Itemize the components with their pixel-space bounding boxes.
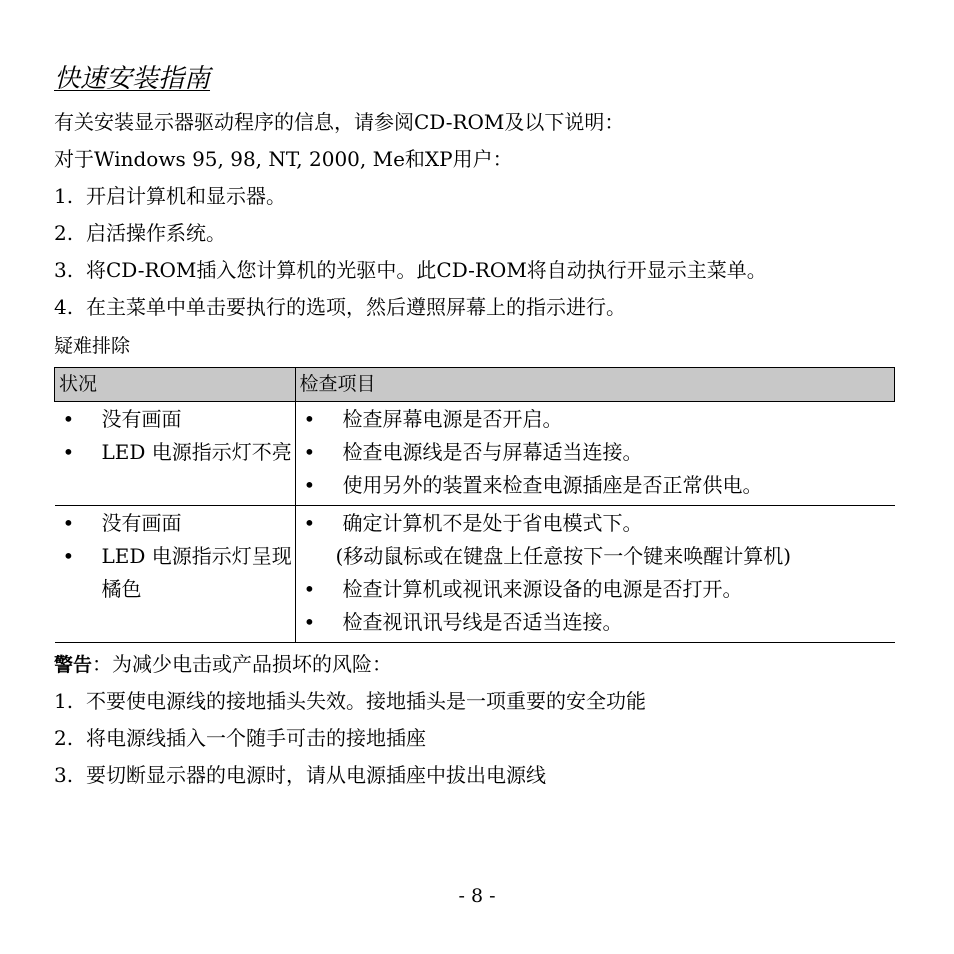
check-item: • 检查视讯讯号线是否适当连接。 bbox=[296, 606, 895, 639]
check-item-note: (移动鼠标或在键盘上任意按下一个键来唤醒计算机) bbox=[335, 544, 792, 568]
condition-cell bbox=[55, 506, 296, 643]
table-row bbox=[55, 402, 895, 506]
check-item: • 使用另外的装置来检查电源插座是否正常供电。 bbox=[296, 469, 895, 502]
step-text: 在主菜单中单击要执行的选项，然后遵照屏幕上的指示进行。 bbox=[86, 295, 626, 319]
warning-item-text: 要切断显示器的电源时，请从电源插座中拔出电源线 bbox=[86, 763, 546, 787]
step-text: 启活操作系统。 bbox=[86, 221, 226, 245]
warning-item-text: 将电源线插入一个随手可击的接地插座 bbox=[86, 726, 426, 750]
intro-text: 有关安装显示器驱动程序的信息，请参阅CD-ROM及以下说明： bbox=[54, 110, 625, 134]
check-item: • 检查电源线是否与屏幕适当连接。 bbox=[296, 436, 895, 469]
troubleshooting-heading: 疑难排除 bbox=[54, 335, 131, 357]
warning-item bbox=[54, 762, 546, 788]
condition-item: • LED 电源指示灯不亮 bbox=[55, 436, 295, 469]
header-check: 检查项目 bbox=[295, 368, 895, 402]
step-number: 1. bbox=[54, 184, 74, 208]
check-cell bbox=[295, 506, 895, 643]
warning-item-text: 不要使电源线的接地插头失效。接地插头是一项重要的安全功能 bbox=[86, 689, 646, 713]
page-title: 快速安装指南 bbox=[54, 64, 211, 94]
warning-item bbox=[54, 688, 646, 714]
warning-number: 3. bbox=[54, 763, 74, 787]
step-number: 3. bbox=[54, 258, 74, 282]
install-step bbox=[54, 220, 226, 246]
check-item: • 检查计算机或视讯来源设备的电源是否打开。 bbox=[296, 573, 895, 606]
header-condition: 状况 bbox=[55, 368, 296, 402]
warning-line bbox=[54, 651, 392, 678]
step-text: 开启计算机和显示器。 bbox=[86, 184, 286, 208]
troubleshooting-table bbox=[54, 367, 895, 643]
page-number: - 8 - bbox=[458, 885, 496, 907]
install-step bbox=[54, 257, 767, 283]
condition-item: • 没有画面 bbox=[55, 403, 295, 436]
warning-number: 2. bbox=[54, 726, 74, 750]
check-cell bbox=[295, 402, 895, 506]
install-step bbox=[54, 294, 626, 320]
step-number: 4. bbox=[54, 295, 74, 319]
step-text: 将CD-ROM插入您计算机的光驱中。此CD-ROM将自动执行开显示主菜单。 bbox=[86, 258, 767, 282]
condition-item: • 没有画面 bbox=[55, 507, 295, 540]
warning-text: ：为减少电击或产品损坏的风险： bbox=[92, 652, 393, 676]
warning-number: 1. bbox=[54, 689, 74, 713]
step-number: 2. bbox=[54, 221, 74, 245]
windows-users-text: 对于Windows 95, 98, NT, 2000, Me和XP用户： bbox=[54, 147, 513, 171]
table-row bbox=[55, 506, 895, 643]
install-step bbox=[54, 183, 286, 209]
check-item: • 检查屏幕电源是否开启。 bbox=[296, 403, 895, 436]
table-header-row bbox=[55, 368, 895, 402]
warning-item bbox=[54, 725, 426, 751]
condition-item: • LED 电源指示灯呈现橘色 bbox=[55, 540, 295, 606]
warning-label: 警告 bbox=[54, 654, 93, 676]
condition-cell bbox=[55, 402, 296, 506]
check-item: • 确定计算机不是处于省电模式下。 bbox=[296, 507, 895, 540]
